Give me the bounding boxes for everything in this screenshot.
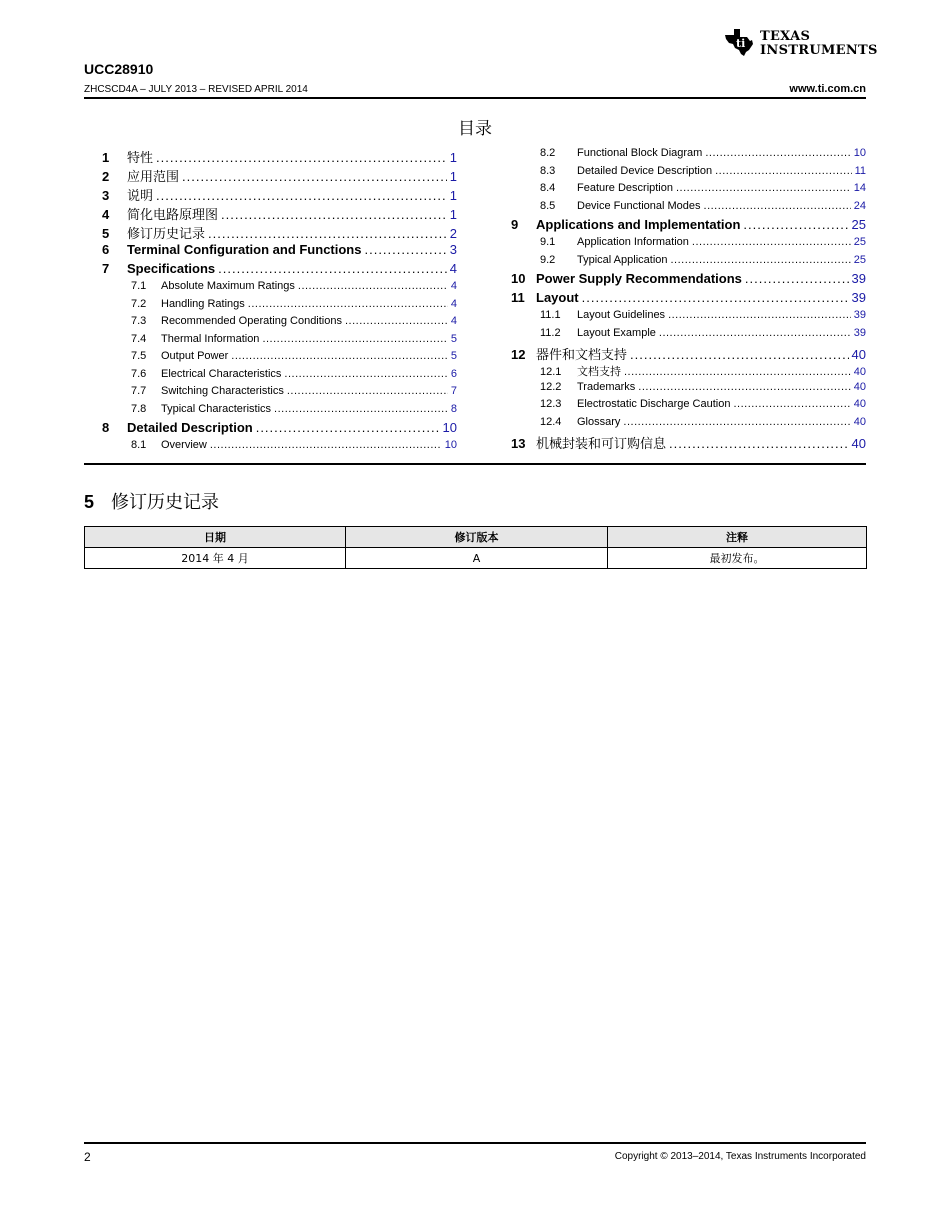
toc-page-link[interactable]: 4 — [450, 280, 457, 292]
toc-dot-leader — [676, 182, 851, 194]
toc-entry[interactable] — [102, 368, 457, 386]
toc-dot-leader — [208, 226, 447, 241]
toc-entry-title: Overview — [161, 439, 207, 451]
toc-entry[interactable] — [511, 398, 866, 416]
toc-page-link[interactable]: 10 — [442, 420, 457, 435]
toc-page-link[interactable]: 40 — [851, 436, 866, 451]
header-divider — [84, 97, 866, 99]
toc-right-column — [511, 147, 866, 452]
toc-title: 目录 — [458, 119, 492, 139]
toc-entry-number: 12.3 — [540, 398, 562, 410]
toc-entry-title: Glossary — [577, 415, 621, 428]
toc-entry-number: 7.1 — [131, 280, 147, 292]
toc-entry-number: 8.4 — [540, 182, 556, 194]
toc-entry[interactable] — [511, 200, 866, 218]
toc-entry[interactable] — [102, 147, 457, 166]
toc-page-link[interactable]: 10 — [444, 439, 457, 451]
toc-entry-number: 7.7 — [131, 385, 147, 397]
toc-page-link[interactable]: 4 — [450, 297, 457, 310]
toc-entry-number: 11.1 — [540, 309, 561, 321]
toc-page-link[interactable]: 39 — [851, 290, 866, 305]
toc-entry-title: Terminal Configuration and Functions — [127, 242, 362, 257]
toc-entry-number: 12.2 — [540, 380, 562, 393]
copyright: Copyright © 2013–2014, Texas Instruments Incorporated — [614, 1151, 866, 1162]
toc-page-link[interactable]: 40 — [851, 347, 866, 362]
toc-entry[interactable] — [511, 416, 866, 434]
toc-dot-leader — [256, 420, 440, 435]
toc-dot-leader — [630, 347, 849, 362]
toc-entry-title: Output Power — [161, 350, 229, 362]
toc-dot-leader — [156, 150, 447, 165]
toc-dot-leader — [182, 169, 447, 184]
cell-date: 2014 年 4 月 — [85, 548, 346, 569]
toc-dot-leader — [210, 439, 442, 451]
ti-logo — [722, 26, 878, 62]
toc-page-link[interactable]: 7 — [450, 385, 457, 397]
toc-entry-number: 7.4 — [131, 332, 147, 345]
toc-page-link[interactable]: 3 — [449, 242, 457, 257]
section-number: 5 — [84, 492, 95, 512]
cell-notes: 最初发布。 — [608, 548, 867, 569]
toc-dot-leader — [218, 261, 447, 276]
toc-entry[interactable] — [102, 223, 457, 242]
column-header-date: 日期 — [85, 527, 346, 548]
texas-state-icon — [722, 26, 756, 60]
toc-page-link[interactable]: 1 — [449, 207, 457, 222]
toc-entry[interactable] — [102, 166, 457, 185]
toc-entry-number: 2 — [102, 169, 110, 184]
toc-entry-number: 12.4 — [540, 415, 562, 428]
toc-dot-leader — [733, 398, 850, 410]
toc-entry-title: Feature Description — [577, 182, 673, 194]
toc-entry-number: 9.2 — [540, 253, 556, 266]
toc-page-link[interactable]: 40 — [853, 366, 866, 378]
toc-entry-title: Absolute Maximum Ratings — [161, 280, 295, 292]
toc-dot-leader — [284, 368, 447, 380]
toc-dot-leader — [298, 280, 448, 292]
toc-entry-title: 应用范围 — [127, 170, 180, 185]
toc-dot-leader — [221, 207, 447, 222]
toc-page-link[interactable]: 39 — [851, 271, 866, 286]
footer-divider — [84, 1142, 866, 1144]
toc-entry[interactable] — [511, 254, 866, 272]
toc-entry-title: Application Information — [577, 236, 689, 248]
toc-entry-title: 特性 — [127, 151, 154, 166]
toc-entry[interactable] — [102, 298, 457, 316]
part-number: UCC28910 — [84, 61, 154, 77]
toc-dot-leader — [231, 350, 448, 362]
toc-dot-leader — [692, 236, 851, 248]
toc-entry[interactable] — [511, 182, 866, 200]
toc-page-link[interactable]: 40 — [853, 398, 866, 410]
toc-entry[interactable] — [102, 333, 457, 351]
toc-entry[interactable] — [511, 363, 866, 381]
toc-entry-title: 器件和文档支持 — [536, 348, 628, 363]
toc-entry[interactable] — [511, 236, 866, 254]
logo-line-1: TEXAS — [760, 29, 811, 44]
toc-entry[interactable] — [102, 315, 457, 333]
toc-page-link[interactable]: 40 — [853, 415, 866, 428]
page-number: 2 — [84, 1150, 91, 1164]
logo-line-2: INSTRUMENTS — [760, 43, 878, 58]
toc-entry-title: Layout — [536, 290, 579, 305]
toc-entry-number: 13 — [511, 436, 526, 451]
toc-entry[interactable] — [511, 344, 866, 363]
toc-entry[interactable] — [511, 271, 866, 290]
toc-page-link[interactable]: 5 — [450, 350, 457, 362]
table-header-row — [85, 527, 867, 548]
toc-entry[interactable] — [102, 385, 457, 403]
toc-entry-title: 修订历史记录 — [127, 227, 206, 242]
toc-entry-number: 6 — [102, 242, 110, 257]
toc-dot-leader — [671, 254, 851, 266]
toc-dot-leader — [623, 416, 850, 428]
toc-page-link[interactable]: 25 — [853, 236, 866, 248]
column-header-revision: 修订版本 — [346, 527, 608, 548]
section-heading — [84, 488, 219, 514]
toc-page-link[interactable]: 8 — [450, 402, 457, 415]
toc-dot-leader — [705, 147, 850, 159]
toc-dot-leader — [287, 385, 448, 397]
toc-page-link[interactable]: 25 — [851, 217, 866, 232]
toc-dot-leader — [715, 165, 851, 177]
toc-dot-leader — [745, 271, 849, 286]
toc-entry-number: 9.1 — [540, 236, 556, 248]
toc-entry-title: Power Supply Recommendations — [536, 271, 742, 286]
toc-entry-number: 7.8 — [131, 402, 147, 415]
toc-entry[interactable] — [511, 381, 866, 399]
toc-dot-leader — [364, 242, 446, 257]
toc-page-link[interactable]: 1 — [449, 169, 457, 184]
toc-entry-title: Detailed Description — [127, 420, 253, 435]
toc-page-link[interactable]: 39 — [853, 326, 866, 339]
toc-dot-leader — [274, 403, 448, 415]
toc-entry-title: Trademarks — [577, 380, 636, 393]
toc-entry-number: 7.5 — [131, 350, 147, 362]
toc-entry-number: 5 — [102, 226, 110, 241]
toc-page-link[interactable]: 2 — [449, 226, 457, 241]
toc-entry-number: 10 — [511, 271, 526, 286]
column-header-notes: 注释 — [608, 527, 867, 548]
toc-entry-number: 3 — [102, 188, 110, 203]
toc-dot-leader — [668, 309, 851, 321]
toc-entry[interactable] — [511, 327, 866, 345]
toc-entry[interactable] — [511, 290, 866, 309]
toc-page-link[interactable]: 40 — [853, 380, 866, 393]
toc-page-link[interactable]: 10 — [853, 147, 866, 159]
toc-entry[interactable] — [102, 350, 457, 368]
toc-entry-title: Typical Application — [577, 253, 668, 266]
toc-entry[interactable] — [102, 403, 457, 421]
toc-entry-number: 8 — [102, 420, 110, 435]
toc-entry-title: Layout Guidelines — [577, 309, 666, 321]
toc-entry-title: Recommended Operating Conditions — [161, 315, 342, 327]
toc-entry[interactable] — [102, 261, 457, 280]
toc-entry[interactable] — [511, 433, 866, 452]
toc-dot-leader — [669, 436, 849, 451]
cell-revision: A — [346, 548, 608, 569]
revision-history-table — [84, 526, 867, 569]
toc-page-link[interactable]: 11 — [854, 164, 866, 177]
toc-entry-title: Layout Example — [577, 326, 656, 339]
toc-entry[interactable] — [511, 217, 866, 236]
toc-page-link[interactable]: 4 — [449, 261, 457, 276]
toc-page-link[interactable]: 25 — [853, 253, 866, 266]
toc-entry-number: 8.5 — [540, 199, 556, 212]
toc-page-link[interactable]: 39 — [853, 309, 866, 321]
toc-page-link[interactable]: 5 — [450, 332, 457, 345]
toc-entry-number: 11.2 — [540, 326, 561, 339]
toc-dot-leader — [345, 315, 448, 327]
toc-entry-number: 7.2 — [131, 297, 147, 310]
toc-entry-title: Handling Ratings — [161, 297, 245, 310]
toc-entry-title: Detailed Device Description — [577, 164, 713, 177]
toc-dot-leader — [659, 327, 851, 339]
website-link[interactable]: www.ti.com.cn — [789, 83, 866, 95]
toc-entry-title: Functional Block Diagram — [577, 147, 703, 159]
toc-page-link[interactable]: 6 — [450, 367, 457, 380]
toc-entry-number: 12.1 — [540, 366, 562, 378]
toc-entry[interactable] — [102, 439, 457, 457]
toc-entry-number: 1 — [102, 150, 110, 165]
toc-entry[interactable] — [102, 204, 457, 223]
toc-page-link[interactable]: 24 — [853, 199, 866, 212]
toc-entry-number: 8.1 — [131, 439, 147, 451]
toc-entry-number: 4 — [102, 207, 110, 222]
toc-page-link[interactable]: 1 — [449, 188, 457, 203]
toc-entry[interactable] — [511, 147, 866, 165]
toc-entry-title: Device Functional Modes — [577, 199, 701, 212]
toc-entry-title: Thermal Information — [161, 332, 260, 345]
toc-entry-title: 机械封装和可订购信息 — [536, 437, 667, 452]
toc-entry-number: 12 — [511, 347, 526, 362]
toc-divider — [84, 463, 866, 465]
toc-entry[interactable] — [102, 242, 457, 261]
toc-entry-number: 9 — [511, 217, 519, 232]
toc-dot-leader — [156, 188, 447, 203]
toc-dot-leader — [582, 290, 849, 305]
svg-text:ti: ti — [736, 37, 746, 50]
toc-entry-number: 7.3 — [131, 315, 147, 327]
section-title: 修订历史记录 — [111, 492, 220, 513]
toc-page-link[interactable]: 14 — [853, 182, 866, 194]
toc-entry[interactable] — [102, 280, 457, 298]
toc-dot-leader — [704, 200, 851, 212]
toc-entry[interactable] — [511, 165, 866, 183]
toc-dot-leader — [248, 298, 448, 310]
toc-entry-number: 11 — [511, 290, 525, 305]
toc-entry-number: 7.6 — [131, 367, 147, 380]
toc-entry-number: 8.2 — [540, 147, 556, 159]
toc-entry-title: 简化电路原理图 — [127, 208, 219, 223]
toc-page-link[interactable]: 1 — [449, 150, 457, 165]
toc-entry-title: Specifications — [127, 261, 216, 276]
toc-entry[interactable] — [102, 420, 457, 439]
toc-entry-title: Electrostatic Discharge Caution — [577, 398, 731, 410]
table-row — [85, 548, 867, 569]
toc-entry[interactable] — [102, 185, 457, 204]
toc-entry-title: 说明 — [127, 189, 154, 204]
doc-revision-info: ZHCSCD4A – JULY 2013 – REVISED APRIL 2014 — [84, 84, 308, 95]
toc-entry-title: Switching Characteristics — [161, 385, 284, 397]
toc-page-link[interactable]: 4 — [450, 315, 457, 327]
toc-dot-leader — [624, 366, 851, 378]
toc-dot-leader — [743, 217, 848, 232]
toc-dot-leader — [262, 333, 447, 345]
toc-dot-leader — [638, 381, 850, 393]
toc-entry-number: 7 — [102, 261, 110, 276]
toc-entry-title: 文档支持 — [577, 366, 621, 378]
toc-left-column — [102, 147, 457, 457]
toc-entry-title: Typical Characteristics — [161, 402, 272, 415]
toc-entry-title: Electrical Characteristics — [161, 367, 282, 380]
toc-entry-number: 8.3 — [540, 164, 556, 177]
toc-entry[interactable] — [511, 309, 866, 327]
toc-entry-title: Applications and Implementation — [536, 217, 741, 232]
